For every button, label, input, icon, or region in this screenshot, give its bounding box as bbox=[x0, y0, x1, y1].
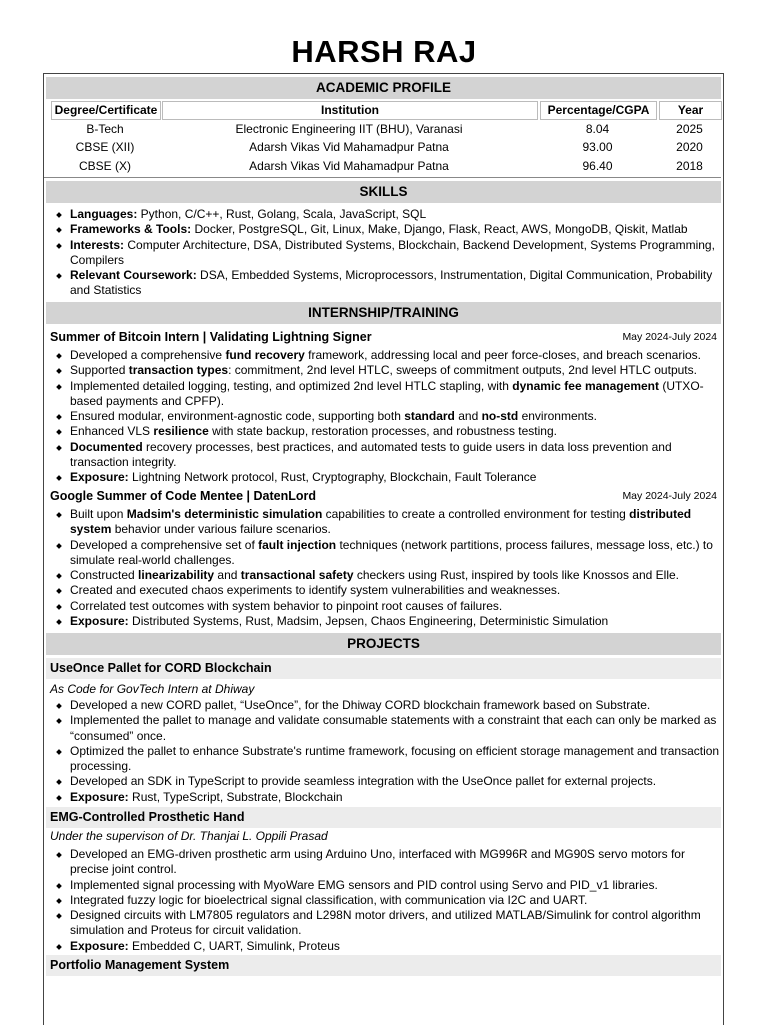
section-academic-heading: ACADEMIC PROFILE bbox=[46, 77, 721, 99]
bullet-item: Exposure: Embedded C, UART, Simulink, Proteus bbox=[46, 939, 724, 954]
project-title: Portfolio Management System bbox=[50, 958, 230, 972]
bullet-item: Developed an SDK in TypeScript to provide seamless integration with the UseOnce pallet for external projects. bbox=[46, 774, 724, 789]
col-header-institution: Institution bbox=[162, 101, 538, 120]
skill-item: Relevant Coursework: DSA, Embedded Systems, Microprocessors, Instrumentation, Digital Communication, Probability and Statistics bbox=[46, 268, 721, 299]
bullet-item: Enhanced VLS resilience with state backup, restoration processes, and robustness testing. bbox=[46, 424, 724, 439]
bullet-item: Exposure: Rust, TypeScript, Substrate, Blockchain bbox=[46, 790, 724, 805]
bullet-item: Exposure: Distributed Systems, Rust, Madsim, Jepsen, Chaos Engineering, Deterministic Simulation bbox=[46, 614, 724, 629]
col-header-year: Year bbox=[659, 101, 722, 120]
bullet-item: Integrated fuzzy logic for bioelectrical signal classification, with communication via I2C and UART. bbox=[46, 893, 724, 908]
bullet-item: Built upon Madsim's deterministic simulation capabilities to create a controlled environment for testing distributed system behavior under various failure scenarios. bbox=[46, 507, 724, 538]
internship-header bbox=[46, 486, 721, 507]
bullet-item: Exposure: Lightning Network protocol, Rust, Cryptography, Blockchain, Fault Tolerance bbox=[46, 470, 724, 485]
bullet-item: Developed a comprehensive fund recovery framework, addressing local and peer force-closes, and breach scenarios. bbox=[46, 348, 724, 363]
internship-date: May 2024-July 2024 bbox=[622, 490, 717, 502]
bullet-item: Implemented the pallet to manage and validate consumable statements with a constraint that each can only be marked as “consumed” once. bbox=[46, 713, 724, 744]
bullet-item: Correlated test outcomes with system behavior to pinpoint root causes of failures. bbox=[46, 599, 724, 614]
internship-title: Summer of Bitcoin Intern | Validating Lightning Signer bbox=[50, 330, 372, 344]
bullet-item: Implemented signal processing with MyoWare EMG sensors and PID control using Servo and PID_v1 libraries. bbox=[46, 878, 724, 893]
cgpa-cell: 8.04 bbox=[585, 122, 610, 136]
institution-cell: Adarsh Vikas Vid Mahamadpur Patna bbox=[249, 159, 449, 173]
year-cell: 2025 bbox=[676, 122, 703, 136]
degree-cell: CBSE (X) bbox=[78, 159, 131, 173]
skills-list bbox=[46, 207, 721, 299]
degree-cell: B-Tech bbox=[86, 122, 124, 136]
bullet-item: Developed an EMG-driven prosthetic arm using Arduino Uno, interfaced with MG996R and MG90S servo motors for precise joint control. bbox=[46, 847, 724, 878]
bullet-item: Constructed linearizability and transactional safety checkers using Rust, inspired by tools like Knossos and Elle. bbox=[46, 568, 724, 583]
skill-item: Interests: Computer Architecture, DSA, Distributed Systems, Blockchain, Backend Development, Systems Programming, Compilers bbox=[46, 238, 721, 269]
institution-cell: Adarsh Vikas Vid Mahamadpur Patna bbox=[249, 140, 449, 154]
project-title-bar bbox=[46, 807, 721, 828]
project-bullets bbox=[46, 847, 724, 954]
internship-title: Google Summer of Code Mentee | DatenLord bbox=[50, 489, 317, 503]
institution-cell: Electronic Engineering IIT (BHU), Varanasi bbox=[235, 122, 463, 136]
section-projects-heading: PROJECTS bbox=[46, 633, 721, 655]
col-header-degree: Degree/Certificate bbox=[51, 101, 161, 120]
year-cell: 2020 bbox=[676, 140, 703, 154]
year-cell: 2018 bbox=[676, 159, 703, 173]
internship-bullets bbox=[46, 348, 724, 486]
bullet-item: Supported transaction types: commitment, 2nd level HTLC, sweeps of commitment outputs, 2nd level HTLC outputs. bbox=[46, 363, 724, 378]
internship-date: May 2024-July 2024 bbox=[622, 331, 717, 343]
bullet-item: Implemented detailed logging, testing, and optimized 2nd level HTLC stapling, with dynamic fee management (UTXO-based payments and CPFP). bbox=[46, 379, 724, 410]
degree-cell: CBSE (XII) bbox=[75, 140, 135, 154]
bullet-item: Developed a new CORD pallet, “UseOnce”, for the Dhiway CORD blockchain framework based on Substrate. bbox=[46, 698, 724, 713]
project-subtitle: Under the supervison of Dr. Thanjai L. Oppili Prasad bbox=[50, 829, 328, 843]
internship-bullets bbox=[46, 507, 724, 629]
bullet-item: Documented recovery processes, best practices, and automated tests to guide users in data loss prevention and transaction integrity. bbox=[46, 440, 724, 471]
project-title: EMG-Controlled Prosthetic Hand bbox=[50, 810, 245, 824]
project-title-bar bbox=[46, 955, 721, 976]
project-title: UseOnce Pallet for CORD Blockchain bbox=[50, 661, 272, 675]
project-bullets bbox=[46, 698, 724, 805]
project-title-bar bbox=[46, 658, 721, 679]
col-header-cgpa: Percentage/CGPA bbox=[540, 101, 657, 120]
section-internship-heading: INTERNSHIP/TRAINING bbox=[46, 302, 721, 324]
section-skills-heading: SKILLS bbox=[46, 181, 721, 203]
cgpa-cell: 96.40 bbox=[582, 159, 613, 173]
skill-item: Frameworks & Tools: Docker, PostgreSQL, Git, Linux, Make, Django, Flask, React, AWS, MongoDB, Qiskit, Matlab bbox=[46, 222, 721, 237]
divider bbox=[44, 177, 721, 178]
bullet-item: Optimized the pallet to enhance Substrate's runtime framework, focusing on efficient storage management and transaction processing. bbox=[46, 744, 724, 775]
project-subtitle: As Code for GovTech Intern at Dhiway bbox=[50, 682, 255, 696]
cgpa-cell: 93.00 bbox=[582, 140, 613, 154]
bullet-item: Ensured modular, environment-agnostic code, supporting both standard and no-std environments. bbox=[46, 409, 724, 424]
bullet-item: Designed circuits with LM7805 regulators and L298N motor drivers, and utilized MATLAB/Simulink for control algorithm simulation and Proteus for circuit validation. bbox=[46, 908, 724, 939]
bullet-item: Created and executed chaos experiments to identify system vulnerabilities and weaknesses. bbox=[46, 583, 724, 598]
internship-header bbox=[46, 327, 721, 348]
candidate-name: HARSH RAJ bbox=[291, 34, 477, 69]
bullet-item: Developed a comprehensive set of fault injection techniques (network partitions, process failures, message loss, etc.) to simulate real-world challenges. bbox=[46, 538, 724, 569]
skill-item: Languages: Python, C/C++, Rust, Golang, Scala, JavaScript, SQL bbox=[46, 207, 721, 222]
